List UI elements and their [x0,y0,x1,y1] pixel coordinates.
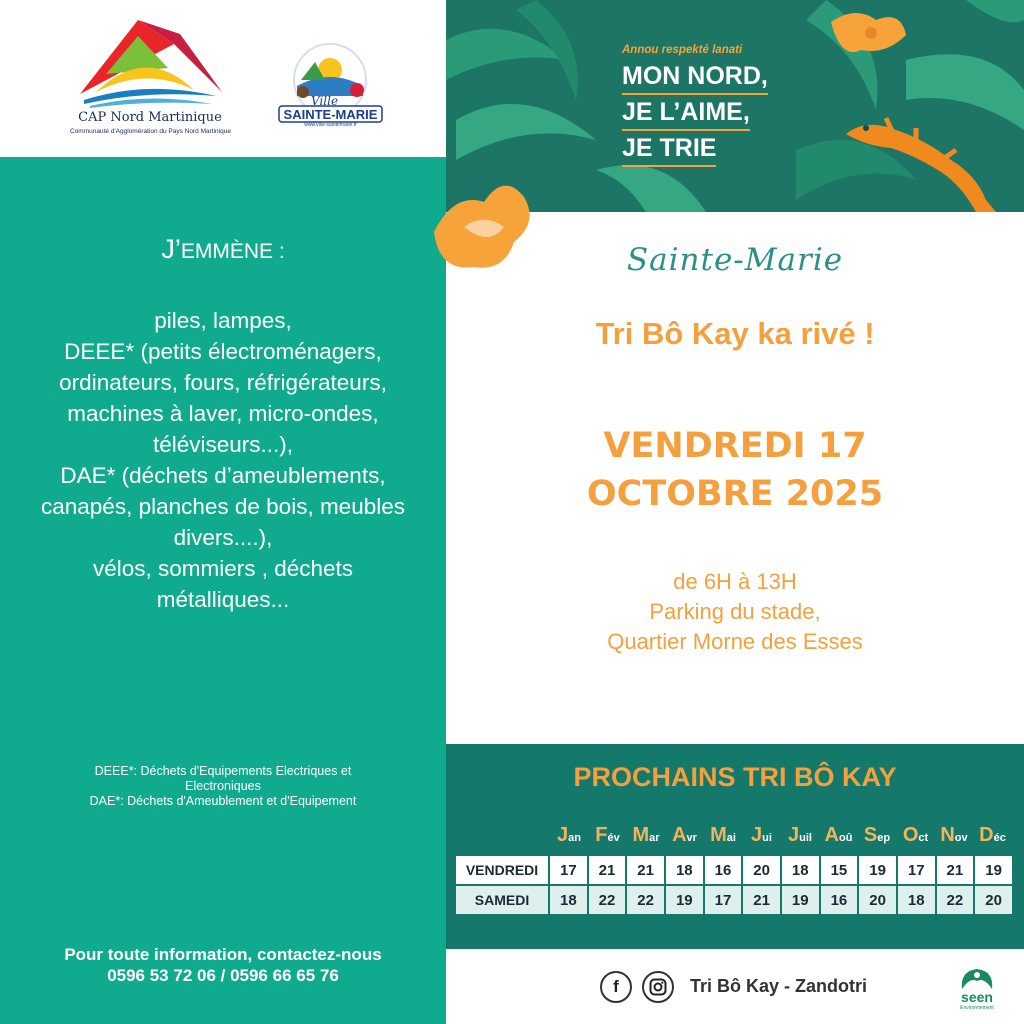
table-cell: 21 [626,855,665,885]
table-cell: 16 [820,885,859,915]
left-info-panel [0,157,446,1024]
cap-nord-subtitle: Communauté d'Agglomération du Pays Nord Martinique [70,128,231,135]
month-label: Fév [595,824,620,846]
month-label: Jui [751,824,772,846]
footnote-dae: DAE*: Déchets d'Ameublement et d'Equipement [89,794,357,808]
facebook-glyph: f [613,977,619,996]
row-header: SAMEDI [455,885,549,915]
slogan-line-1: MON NORD, [622,62,768,95]
list-item: vélos, sommiers , déchets métalliques... [92,556,354,612]
list-item: DAE* (déchets d’ameublements, canapés, planches de bois, meubles divers....), [41,463,405,550]
instagram-icon[interactable] [642,971,674,1003]
phone-numbers: 0596 53 72 06 / 0596 66 65 76 [107,966,339,985]
facebook-icon[interactable] [600,971,632,1003]
cap-nord-logo [70,14,230,139]
ville-name: SAINTE-MARIE [283,107,378,122]
month-label: Oct [902,824,929,846]
emmene-title-rest: EMMÈNE : [180,240,285,263]
table-cell: 19 [781,885,820,915]
event-time: de 6H à 13H [673,569,797,594]
ville-url: www.ville-saintemarie.fr [304,122,357,128]
slogan-creole: Annou respekté lanati [622,44,743,56]
instagram-glyph-icon [649,978,667,996]
event-details [446,212,1024,744]
calendar-panel [446,744,1024,949]
emmene-title-initial: J’ [161,234,181,264]
seen-logo [954,963,1000,1019]
table-cell: 19 [858,855,897,885]
event-headline: Tri Bô Kay ka rivé ! [595,316,875,351]
month-label: Jan [557,824,581,846]
table-cell: 21 [742,885,781,915]
table-cell: 18 [665,855,704,885]
table-cell: 15 [820,855,859,885]
table-cell: 21 [936,855,975,885]
table-row-samedi [455,885,1013,915]
event-place-1: Parking du stade, [649,599,821,624]
table-cell: 22 [626,885,665,915]
month-label: Juil [788,824,812,846]
table-cell: 20 [742,855,781,885]
social-handle: Tri Bô Kay - Zandotri [690,976,868,996]
table-cell: 18 [781,855,820,885]
list-item: piles, lampes, [154,308,292,333]
table-cell: 18 [897,885,936,915]
footnote-deee: DEEE*: Déchets d'Equipements Electriques et Electroniques [94,764,352,793]
table-cell: 17 [897,855,936,885]
table-cell: 16 [704,855,743,885]
month-label: Mar [632,824,660,846]
cap-nord-name: CAP Nord Martinique [78,110,222,125]
flower-icon [831,13,906,52]
contact-info [0,944,446,986]
slogan-line-3: JE TRIE [622,134,716,167]
month-label: Mai [710,824,736,846]
table-cell: 20 [858,885,897,915]
table-cell: 22 [936,885,975,915]
event-place-2: Quartier Morne des Esses [607,629,863,654]
social-footer [446,949,1024,1024]
emmene-title [0,234,446,265]
city-name: Sainte-Marie [626,242,844,278]
schedule-table [454,854,1014,916]
logos-area [0,0,446,157]
month-label: Sep [863,824,891,846]
month-label: Déc [979,824,1006,846]
table-cell: 17 [704,885,743,915]
slogan-line-2: JE L’AIME, [622,98,750,131]
seen-word: seen [961,989,993,1005]
ville-sainte-marie-logo [273,40,388,130]
seen-subtitle: Environnement [960,1005,994,1011]
cap-nord-mark-icon [76,14,224,109]
table-cell: 18 [549,885,588,915]
table-cell: 22 [588,885,627,915]
table-row-vendredi [455,855,1013,885]
ville-word: Ville [311,94,339,108]
event-date-line-2: OCTOBRE 2025 [586,474,884,514]
contact-line: Pour toute information, contactez-nous [64,945,382,964]
list-item: DEEE* (petits électroménagers, ordinateurs, fours, réfrigérateurs, machines à laver, micro-ondes, téléviseurs...), [59,339,387,457]
month-label: Aoû [824,824,853,846]
table-cell: 19 [665,885,704,915]
footnotes [60,764,386,809]
event-date-line-1: VENDREDI 17 [603,426,867,466]
month-label: Nov [940,824,968,846]
accepted-items-list [30,305,416,615]
table-cell: 20 [974,885,1013,915]
calendar-title: PROCHAINS TRI BÔ KAY [573,762,897,792]
row-header: VENDREDI [455,855,549,885]
table-cell: 17 [549,855,588,885]
seen-mark-icon [954,963,1000,991]
table-cell: 19 [974,855,1013,885]
month-label: Avr [672,824,697,846]
table-cell: 21 [588,855,627,885]
